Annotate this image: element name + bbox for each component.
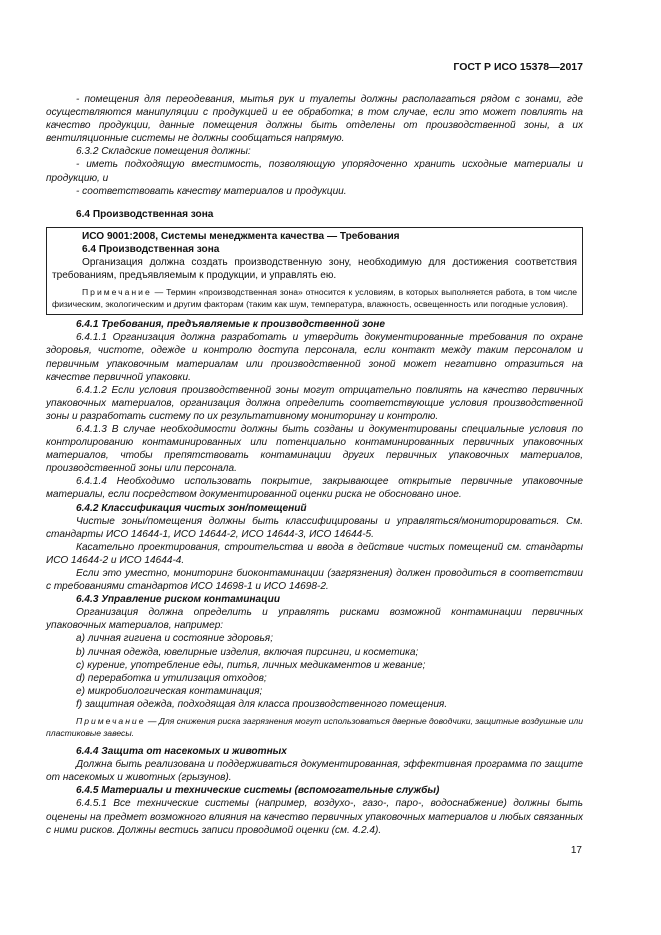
iso-box-subtitle: 6.4 Производственная зона: [82, 243, 220, 255]
list-item: d) переработка и утилизация отходов;: [76, 672, 267, 684]
paragraph-6-4-1-1: 6.4.1.1 Организация должна разработать и утвердить документированные требования по охране здоровья, чистоте, одежде и контролю доступа персонала, если контакт между таким персоналом и первичным упаковочным материалам или производственной зоной может негативно отразиться на качестве первичной упаковки.: [46, 332, 583, 383]
page-number: 17: [570, 845, 582, 856]
paragraph-design: Касательно проектирования, строительства и ввода в действие чистых помещений см. стандарты ИСО 14644-2 и ИСО 14644-4.: [46, 541, 583, 566]
risk-note: [46, 715, 583, 739]
list-item: b) личная одежда, ювелирные изделия, включая пирсинги, и косметика;: [76, 646, 419, 658]
iso-box-title: ИСО 9001:2008, Системы менеджмента качества — Требования: [82, 230, 400, 242]
paragraph-biocontamination: Если это уместно, мониторинг биоконтаминации (загрязнения) должен проводиться в соответствии с требованиями стандартов ИСО 14698-1 и ИСО 14698-2.: [46, 568, 583, 593]
paragraph-6-4-5-1: 6.4.5.1 Все технические системы (например, воздухо-, газо-, паро-, водоснабжение) должны быть оценены на предмет возможного влияния на качество первичных упаковочных материалов и любых связанных с ними рисков. Должны вестись записи проводимой оценки (см. 4.2.4).: [46, 798, 583, 836]
list-item: а) личная гигиена и состояние здоровья;: [76, 633, 274, 645]
note-text: — Для снижения риска загрязнения могут использоваться дверные доводчики, защитные воздушные или пластиковые завесы.: [46, 716, 583, 739]
paragraph-clean-rooms: Чистые зоны/помещения должны быть классифицированы и управляться/мониторироваться. См. стандарты ИСО 14644-1, ИСО 14644-2, ИСО 14644-3, ИСО 14644-5.: [46, 515, 583, 540]
paragraph-dash-quality: - соответствовать качеству материалов и продукции.: [76, 185, 347, 197]
page-content: [46, 93, 583, 837]
section-6-4-3-heading: 6.4.3 Управление риском контаминации: [76, 594, 280, 606]
list-item: с) курение, употребление еды, питья, личных медикаментов и жевание;: [76, 659, 426, 671]
document-header: ГОСТ Р ИСО 15378—2017: [453, 61, 583, 73]
iso-box-note: [52, 286, 577, 310]
section-6-4-2-heading: 6.4.2 Классификация чистых зон/помещений: [76, 502, 307, 514]
note-label: Примечание: [82, 287, 152, 298]
paragraph-risk-intro: Организация должна определить и управлять рисками возможной контаминации первичных упаковочных материалов, например:: [46, 607, 583, 632]
list-item: f) защитная одежда, подходящая для класса производственного помещения.: [76, 698, 448, 710]
list-item: е) микробиологическая контаминация;: [76, 685, 263, 697]
paragraph-6-4-1-3: 6.4.1.3 В случае необходимости должны быть созданы и документированы специальные условия по контролированию контаминированных или потенциально контаминированных первичных упаковочных материалов, чтобы препятствовать контаминации других первичных упаковочных материалов, производственной зоны или персонала.: [46, 423, 583, 475]
paragraph-pest-control: Должна быть реализована и поддерживаться документированная, эффективная программа по защите от насекомых и животных (грызунов).: [46, 759, 583, 784]
iso-box-text: Организация должна создать производственную зону, необходимую для достижения соответствия требованиям, предъявляемым к продукции, и управлять ею.: [52, 257, 577, 282]
paragraph-dash-capacity: - иметь подходящую вместимость, позволяющую упорядоченно хранить исходные материалы и продукцию, и: [46, 159, 583, 184]
paragraph-6-4-1-2: 6.4.1.2 Если условия производственной зоны могут отрицательно повлиять на качество первичных упаковочных материалов, организация должна определить соответствующие условия производственной зоны и разработать систему по их результативному мониторингу и контролю.: [46, 384, 583, 422]
paragraph-6-4-1-4: 6.4.1.4 Необходимо использовать покрытие, закрывающее открытые первичные упаковочные материалы, если посредством документированной оценки риска не обосновано иное.: [46, 476, 583, 501]
section-6-4-5-heading: 6.4.5 Материалы и технические системы (вспомогательные службы): [76, 785, 440, 797]
note-label: Примечание: [76, 716, 146, 727]
section-6-4-title: 6.4 Производственная зона: [76, 208, 214, 220]
paragraph-6-3-2: 6.3.2 Складские помещения должны:: [76, 146, 251, 158]
note-text: — Термин «производственная зона» относится к условиям, в которых выполняется работа, в том числе физическим, экологическим и другим факторам (таким как шум, температура, влажность, освещенность или погодные условия).: [52, 287, 577, 310]
section-6-4-1-heading: 6.4.1 Требования, предъявляемые к производственной зоне: [76, 319, 385, 331]
iso-9001-quote-box: [46, 227, 583, 315]
paragraph-dash-changing-rooms: - помещения для переодевания, мытья рук и туалеты должны располагаться рядом с зонами, где осуществляются манипуляции с продукцией и ее обработка; в том случае, если это может повлиять на качество продукции, данные помещения должны быть отделены от производственной зоны, а их вентиляционные системы не должны сообщаться напрямую.: [46, 94, 583, 145]
section-6-4-4-heading: 6.4.4 Защита от насекомых и животных: [76, 746, 287, 758]
